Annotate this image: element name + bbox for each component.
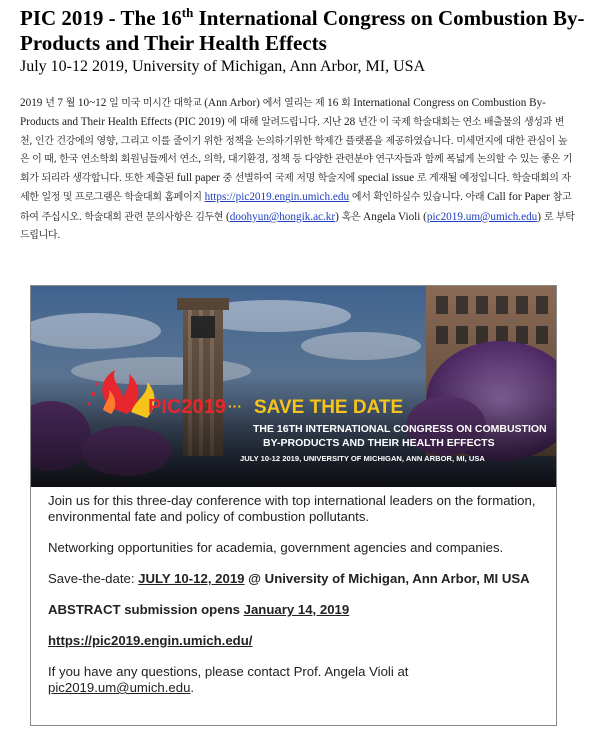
contact-text: If you have any questions, please contact Prof. Angela Violi at [48,664,409,679]
flyer-networking-paragraph: Networking opportunities for academia, government agencies and companies. [48,540,504,555]
title-text-post: International Congress on Combustion By-Products and Their Health Effects [20,6,585,55]
flyer-contact-paragraph [48,664,543,696]
abstract-date: January 14, 2019 [243,602,350,617]
intro-text: 28 [344,116,356,129]
flyer-website-paragraph [48,633,543,649]
intro-text: 년 [42,98,58,109]
intro-text: ) [335,210,339,223]
abstract-label: ABSTRACT submission opens [48,602,244,617]
intro-text: 에서 열리는 제 [259,98,328,109]
flyer-website-link[interactable]: https://pic2019.engin.umich.edu/ [48,633,253,648]
intro-text: 월 [62,98,78,109]
intro-text: 일 미국 미시간 대학교 [106,98,205,109]
title-superscript: th [181,5,194,20]
intro-text: Angela Violi ( [363,210,427,223]
intro-text: full paper [176,172,220,185]
flyer-save-the-date-paragraph [48,571,543,587]
email-link-violi[interactable]: pic2019.um@umich.edu [426,210,538,223]
intro-text: 참고하여 주십시오. 학술대회 관련 문의사항은 김두현 [20,192,572,223]
flyer-intro-paragraph: Join us for this three-day conference with top international leaders on the formation, environmental fate and policy of combustion pollutants. [48,493,536,524]
intro-text: 에서 확인하실수 있습니다. 아래 [349,192,488,204]
save-date-value: JULY 10-12, 2019 [138,571,245,586]
intro-text: 혹은 [338,211,364,223]
banner-congress-line2: BY-PRODUCTS AND THEIR HEALTH EFFECTS [263,437,495,449]
save-the-date-heading: SAVE THE DATE [254,397,404,418]
contact-text-end: . [190,680,195,695]
save-date-label: Save-the-date: [48,571,139,586]
intro-text: 2019 [20,97,43,109]
banner-dots: ··· [228,398,242,414]
page-title [20,6,590,56]
intro-text: 년간 이 국제 학술대회는 연소 배출물의 생성과 변천, 인간 건강에의 영향, 그리고 이를 줄이기 위한 정책을 논의하기위한 학제간 플랫폼을 제공하였습니다. 미세먼지에 대한 관심이 높은 이 때, 한국 연소학회 회원님들께서 연소, 의학, 대기환경, 정책 등 다양한 관련분야 연구자들과 함께 폭넓게 논의할 수 있는 좋은 기회가 되리라 생각합니다. 또한 제출된 [20,117,573,185]
banner-congress-line1: THE 16TH INTERNATIONAL CONGRESS ON COMBUSTION [253,423,547,435]
conference-website-link[interactable]: https://pic2019.engin.umich.edu [204,191,350,204]
intro-text: ( [226,210,230,223]
flyer-body [48,493,543,711]
intro-text: special issue [357,172,415,185]
intro-text: 로 부탁드립니다. [20,211,575,242]
intro-text: 10~12 [77,97,107,109]
intro-text: 에 대해 알려드립니다. 지난 [224,117,345,129]
call-for-paper-flyer [30,285,557,726]
title-text-pre: PIC 2019 - The 16 [20,6,182,30]
intro-text: International Congress on Combustion By-Products and Their Health Effects (PIC 2019) [20,97,546,129]
intro-text: 16 [327,97,339,109]
intro-text: ) [537,210,541,223]
intro-text: 로 게재될 예정입니다. 학술대회의 자세한 일정 및 프로그램은 학술대회 홈페이지 [20,173,571,204]
banner-image [31,286,556,487]
intro-text: Call for Paper [487,191,550,204]
intro-text: (Ann Arbor) [204,97,260,109]
save-date-location: @ University of Michigan, Ann Arbor, MI USA [244,571,530,586]
flyer-abstract-paragraph [48,602,543,618]
intro-paragraph [20,94,575,245]
intro-text: 회 [338,98,354,109]
intro-text: 중 선별하여 국제 저명 학술지에 [219,173,358,185]
save-the-date-banner [31,286,556,487]
banner-date-location: JULY 10-12 2019, UNIVERSITY OF MICHIGAN, ANN ARBOR, MI, USA [240,454,485,463]
intro-text: 7 [57,97,63,109]
page-subtitle: July 10-12 2019, University of Michigan, Ann Arbor, MI, USA [20,58,426,75]
flyer-contact-email-link[interactable]: pic2019.um@umich.edu [48,680,191,695]
email-link-doohyun[interactable]: doohyun@hongik.ac.kr [229,210,336,223]
pic2019-logo-text: PIC2019 [148,396,226,418]
